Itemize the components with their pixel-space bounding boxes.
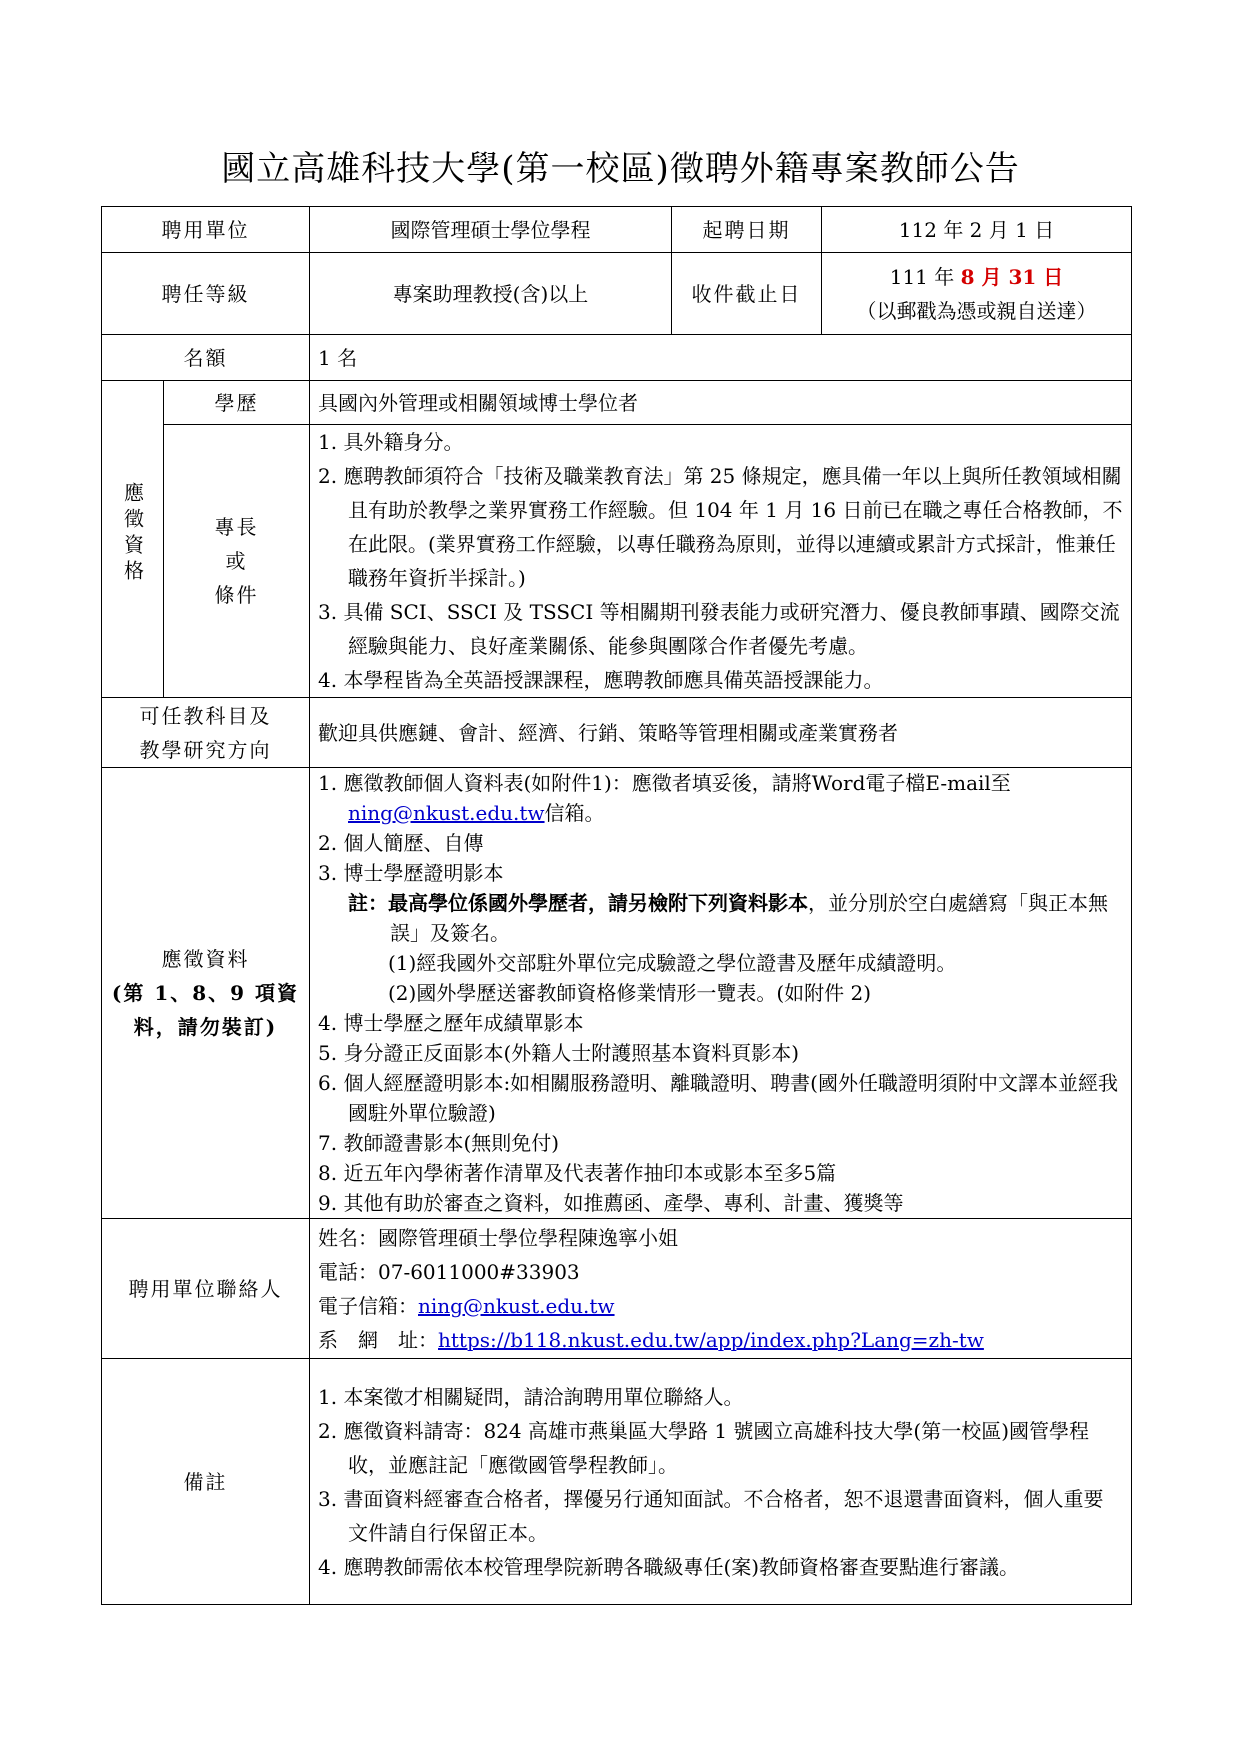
list-item: 2. 應徵資料請寄：824 高雄市燕巢區大學路 1 號國立高雄科技大學(第一校區)國管學程收，並應註記「應徵國管學程教師」。	[318, 1418, 1090, 1477]
deadline-label: 收件截止日	[672, 253, 822, 335]
contact-email: 電子信箱：ning@nkust.edu.tw	[318, 1293, 615, 1318]
contact-details	[310, 1219, 1132, 1359]
start-date-label: 起聘日期	[672, 207, 822, 253]
row-remarks	[102, 1359, 1132, 1605]
list-item: 2. 個人簡歷、自傳	[318, 831, 484, 855]
subjects-value: 歡迎具供應鏈、會計、經濟、行銷、策略等管理相關或產業實務者	[310, 698, 1132, 768]
rank-value: 專案助理教授(含)以上	[310, 253, 672, 335]
contact-name: 姓名：國際管理碩士學位學程陳逸寧小姐	[318, 1225, 678, 1250]
list-item: 9. 其他有助於審查之資料，如推薦函、產學、專利、計畫、獲獎等	[318, 1191, 904, 1215]
list-item: 1. 應徵教師個人資料表(如附件1)：應徵者填妥後，請將Word電子檔E-mail至ning@nkust.edu.tw信箱。	[318, 771, 1011, 825]
row-subjects	[102, 698, 1132, 768]
list-item: 1. 本案徵才相關疑問，請洽詢聘用單位聯絡人。	[318, 1384, 744, 1409]
unit-value: 國際管理碩士學位學程	[310, 207, 672, 253]
row-documents	[102, 768, 1132, 1219]
list-item: 1. 具外籍身分。	[318, 430, 464, 454]
website-link[interactable]: https://b118.nkust.edu.tw/app/index.php?Lang=zh-tw	[438, 1327, 984, 1352]
contact-website: 系 網 址：https://b118.nkust.edu.tw/app/index.php?Lang=zh-tw	[318, 1327, 984, 1352]
quota-value: 1 名	[310, 335, 1132, 381]
specialty-list	[310, 425, 1132, 698]
recruitment-table	[101, 206, 1132, 1605]
start-date-value: 112 年 2 月 1 日	[822, 207, 1132, 253]
note-emphasis: 註：最高學位係國外學歷者，請另檢附下列資料影本	[348, 891, 808, 915]
specialty-label: 專長 或 條件	[164, 425, 310, 698]
row-rank	[102, 253, 1132, 335]
list-item: 3. 具備 SCI、SSCI 及 TSSCI 等相關期刊發表能力或研究潛力、優良教師事蹟、國際交流經驗與能力、良好產業關係、能參與團隊合作者優先考慮。	[318, 600, 1120, 658]
deadline-cell	[822, 253, 1132, 335]
contact-email-link[interactable]: ning@nkust.edu.tw	[418, 1293, 615, 1318]
list-item: 4. 博士學歷之歷年成績單影本	[318, 1011, 584, 1035]
contact-label: 聘用單位聯絡人	[102, 1219, 310, 1359]
row-quota	[102, 335, 1132, 381]
list-item: 6. 個人經歷證明影本:如相關服務證明、離職證明、聘書(國外任職證明須附中文譯本並經我國駐外單位驗證)	[318, 1071, 1118, 1125]
list-item: 7. 教師證書影本(無則免付)	[318, 1131, 560, 1155]
remarks-label: 備註	[102, 1359, 310, 1605]
row-contact	[102, 1219, 1132, 1359]
list-item: 4. 本學程皆為全英語授課課程，應聘教師應具備英語授課能力。	[318, 668, 884, 692]
remarks-list	[310, 1359, 1132, 1605]
row-unit	[102, 207, 1132, 253]
deadline-note: （以郵戳為憑或親自送達）	[856, 298, 1097, 323]
documents-label: 應徵資料 (第 1、8、9 項資 料，請勿裝訂)	[102, 768, 310, 1219]
list-item: 8. 近五年內學術著作清單及代表著作抽印本或影本至多5篇	[318, 1161, 837, 1185]
subjects-label: 可任教科目及 教學研究方向	[102, 698, 310, 768]
deadline-date: 111 年 8 月 31 日	[889, 264, 1064, 289]
note-sub-item: (1)經我國外交部駐外單位完成驗證之學位證書及歷年成績證明。	[388, 951, 957, 975]
quota-label: 名額	[102, 335, 310, 381]
list-item: 2. 應聘教師須符合「技術及職業教育法」第 25 條規定，應具備一年以上與所任教領域相關且有助於教學之業界實務工作經驗。但 104 年 1 月 16 日前已在職之專任合格教師，不在此限。(業界實務工作經驗，以專任職務為原則，並得以連續或累計方式採計，惟兼任職務年資折半採計。)	[318, 464, 1123, 590]
rank-label: 聘任等級	[102, 253, 310, 335]
row-specialty	[102, 425, 1132, 698]
list-item: 5. 身分證正反面影本(外籍人士附護照基本資料頁影本)	[318, 1041, 800, 1065]
contact-phone: 電話：07-6011000#33903	[318, 1259, 580, 1284]
row-education	[102, 381, 1132, 425]
education-value: 具國內外管理或相關領域博士學位者	[310, 381, 1132, 425]
unit-label: 聘用單位	[102, 207, 310, 253]
qualifications-group-label: 應徵資格	[102, 381, 164, 698]
email-link[interactable]: ning@nkust.edu.tw	[348, 801, 545, 825]
documents-list	[310, 768, 1132, 1219]
list-item: 3. 博士學歷證明影本	[318, 861, 504, 885]
deadline-highlight: 8 月 31 日	[960, 264, 1064, 289]
page-title: 國立高雄科技大學(第一校區)徵聘外籍專案教師公告	[221, 149, 1020, 189]
list-item: 4. 應聘教師需依本校管理學院新聘各職級專任(案)教師資格審查要點進行審議。	[318, 1554, 1020, 1579]
note-block: 註：最高學位係國外學歷者，請另檢附下列資料影本，並分別於空白處繕寫「與正本無誤」及簽名。 (1)經我國外交部駐外單位完成驗證之學位證書及歷年成績證明。 (2)國外學歷送審教師資格修業情形一覽表。(如附件 2)	[318, 888, 1123, 1008]
list-item: 3. 書面資料經審查合格者，擇優另行通知面試。不合格者，恕不退還書面資料，個人重要文件請自行保留正本。	[318, 1486, 1104, 1545]
note-sub-item: (2)國外學歷送審教師資格修業情形一覽表。(如附件 2)	[388, 981, 872, 1005]
education-label: 學歷	[164, 381, 310, 425]
